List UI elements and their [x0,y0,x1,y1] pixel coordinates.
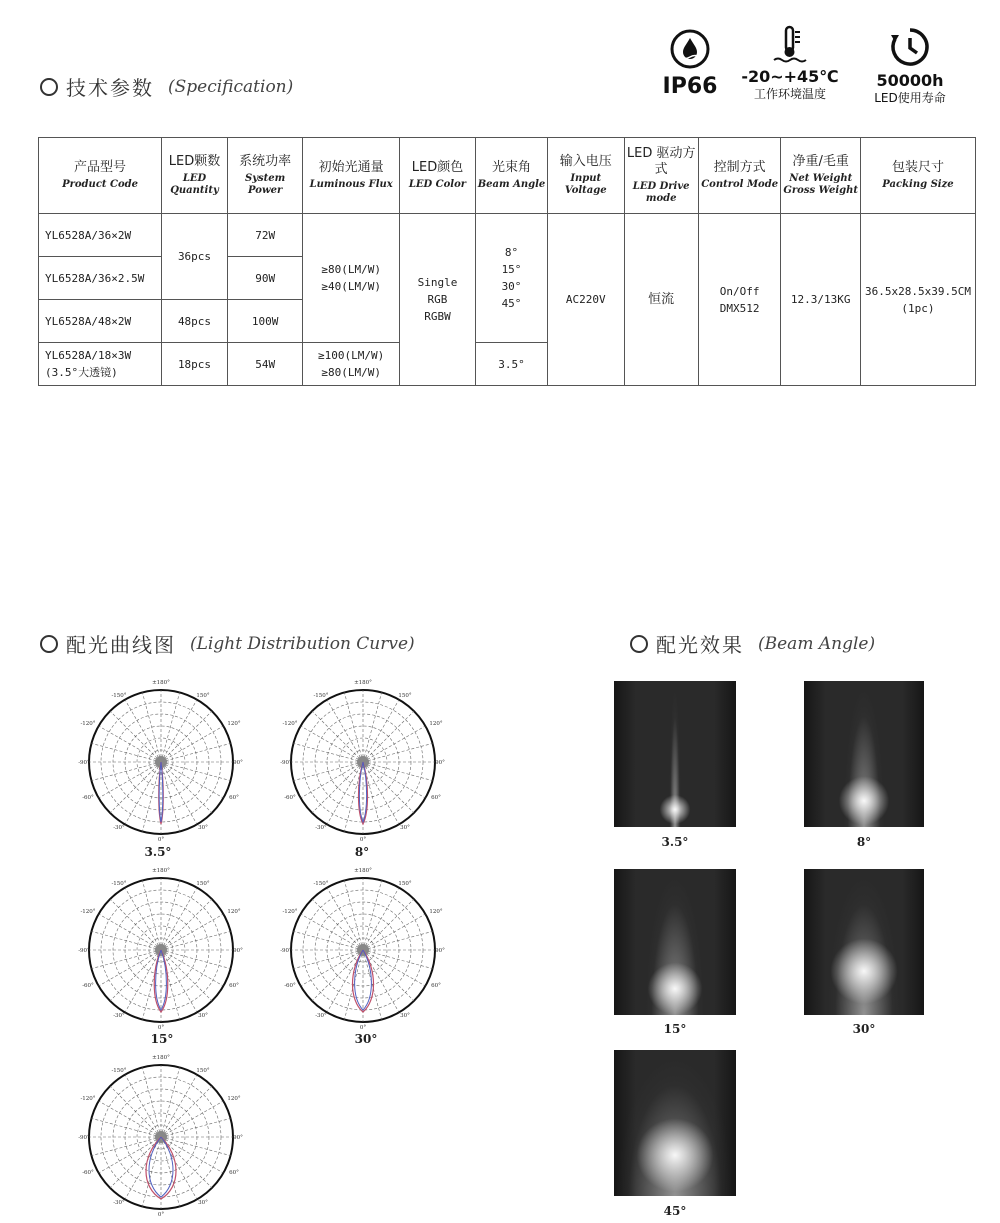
polar-chart [280,677,446,843]
qty-cell: 48pcs [162,300,228,343]
table-header: 初始光通量 Luminous Flux [303,138,400,214]
polar-tick-label: 120° [227,721,241,727]
beam-label: 3.5° [661,835,689,849]
polar-chart [78,677,244,843]
polar-label: 3.5° [144,845,172,859]
beam-title-en: (Beam Angle) [758,633,876,654]
polar-tick-label: 30° [198,1013,208,1019]
table-header: 产品型号 Product Code [39,138,162,214]
polar-tick-label: -150° [313,881,329,887]
table-row [39,214,976,257]
polar-tick-label: -150° [111,881,127,887]
polar-tick-label: 120° [429,721,443,727]
polar-label: 30° [354,1032,378,1046]
beam-photo [614,1050,736,1196]
spec-table [38,137,976,386]
polar-tick-label: -150° [111,1068,127,1074]
polar-tick-label: -120° [80,721,96,727]
temp-badge [740,24,840,102]
polar-tick-label: 120° [227,1096,241,1102]
polar-tick-label: 0° [359,837,367,843]
polar-tick-label: 60° [431,795,441,801]
spec-title-zh: 技术参数 [66,76,154,100]
water-drop-icon [669,28,711,70]
polar-tick-label: 30° [400,1013,410,1019]
life-value: 50000h [876,71,944,90]
polar-tick-label: 120° [227,909,241,915]
polar-tick-label: 150° [196,1068,210,1074]
temp-value: -20~+45℃ [741,67,839,86]
polar-tick-label: 30° [400,825,410,831]
model-cell: YL6528A/36×2.5W [39,257,162,300]
beam-cell: 3.5° [475,343,547,386]
polar-tick-label: ±180° [152,868,170,874]
beam-cell: 8° 15° 30° 45° [475,214,547,343]
polar-chart [78,1052,244,1218]
polar-tick-label: -90° [78,760,90,766]
polar-tick-label: -30° [113,825,125,831]
thermometer-icon [770,24,810,64]
beam-photo [614,869,736,1015]
polar-tick-label: 90° [435,760,445,766]
polar-tick-label: -90° [280,760,292,766]
flux-cell: ≥100(LM/W) ≥80(LM/W) [303,343,400,386]
polar-tick-label: 60° [431,983,441,989]
polar-tick-label: ±180° [354,868,372,874]
polar-tick-label: 60° [229,795,239,801]
power-cell: 100W [227,300,302,343]
circle-bullet-icon [630,635,648,653]
table-header: 控制方式 Control Mode [698,138,781,214]
power-cell: 72W [227,214,302,257]
curve-section-title [40,629,415,658]
polar-tick-label: 150° [398,693,412,699]
spec-section-title [40,72,293,101]
polar-tick-label: 150° [196,881,210,887]
table-header: LED颗数 LED Quantity [162,138,228,214]
spec-title-en: (Specification) [168,76,294,97]
polar-tick-label: -90° [78,948,90,954]
polar-label: 15° [150,1032,174,1046]
polar-tick-label: 0° [359,1025,367,1031]
polar-tick-label: 60° [229,1170,239,1176]
polar-tick-label: -120° [80,909,96,915]
beam-photo [804,681,924,827]
polar-tick-label: ±180° [354,680,372,686]
model-cell: YL6528A/36×2W [39,214,162,257]
packing-cell: 36.5x28.5x39.5CM (1pc) [860,214,975,386]
beam-title-zh: 配光效果 [656,633,744,657]
table-header: 光束角 Beam Angle [475,138,547,214]
polar-tick-label: -60° [82,983,94,989]
circle-bullet-icon [40,78,58,96]
polar-tick-label: 60° [229,983,239,989]
flux-cell: ≥80(LM/W) ≥40(LM/W) [303,214,400,343]
polar-tick-label: -90° [78,1135,90,1141]
polar-diagram [78,677,244,847]
polar-tick-label: 0° [157,1212,165,1218]
temp-label: 工作环境温度 [753,87,826,101]
power-cell: 90W [227,257,302,300]
polar-tick-label: 30° [198,1200,208,1206]
beam-section-title [630,629,875,658]
polar-tick-label: -90° [280,948,292,954]
polar-tick-label: 90° [233,760,243,766]
beam-label: 15° [663,1022,687,1036]
polar-tick-label: -120° [282,721,298,727]
model-cell: YL6528A/48×2W [39,300,162,343]
polar-chart [280,865,446,1031]
weight-cell: 12.3/13KG [781,214,860,386]
polar-tick-label: 30° [198,825,208,831]
voltage-cell: AC220V [548,214,625,386]
polar-tick-label: -30° [315,825,327,831]
circle-bullet-icon [40,635,58,653]
polar-tick-label: 120° [429,909,443,915]
qty-cell: 18pcs [162,343,228,386]
polar-tick-label: 90° [233,948,243,954]
color-cell: Single RGB RGBW [399,214,475,386]
polar-tick-label: -30° [315,1013,327,1019]
table-header: LED 驱动方式 LED Drive mode [624,138,698,214]
polar-tick-label: -30° [113,1200,125,1206]
beam-photo [614,681,736,827]
curve-title-zh: 配光曲线图 [66,633,176,657]
qty-cell: 36pcs [162,214,228,300]
ip-badge [655,28,725,100]
table-header: LED颜色 LED Color [399,138,475,214]
table-header: 净重/毛重 Net Weight Gross Weight [781,138,860,214]
polar-tick-label: -60° [284,983,296,989]
curve-title-en: (Light Distribution Curve) [190,633,415,654]
beam-label: 30° [852,1022,876,1036]
polar-diagram [78,865,244,1035]
table-header: 包装尺寸 Packing Size [860,138,975,214]
beam-label: 45° [663,1204,687,1218]
polar-tick-label: 150° [398,881,412,887]
polar-tick-label: ±180° [152,1055,170,1061]
polar-tick-label: 0° [157,837,165,843]
table-header: 系统功率 System Power [227,138,302,214]
polar-label: 8° [354,845,370,859]
polar-diagram [280,677,446,847]
beam-photo [804,869,924,1015]
polar-tick-label: -150° [313,693,329,699]
table-header: 输入电压 Input Voltage [548,138,625,214]
life-label: LED使用寿命 [874,91,946,105]
polar-tick-label: 0° [157,1025,165,1031]
life-badge [862,26,958,106]
polar-tick-label: 90° [435,948,445,954]
clock-icon [889,26,931,68]
polar-tick-label: -60° [284,795,296,801]
polar-tick-label: -60° [82,795,94,801]
polar-tick-label: -30° [113,1013,125,1019]
polar-chart [78,865,244,1031]
drive-cell: 恒流 [624,214,698,386]
polar-tick-label: -120° [282,909,298,915]
beam-label: 8° [856,835,872,849]
polar-diagram [280,865,446,1035]
polar-tick-label: ±180° [152,680,170,686]
polar-diagram [78,1052,244,1222]
control-cell: On/Off DMX512 [698,214,781,386]
table-header-row [39,138,976,214]
polar-tick-label: 150° [196,693,210,699]
power-cell: 54W [227,343,302,386]
polar-tick-label: 90° [233,1135,243,1141]
polar-tick-label: -150° [111,693,127,699]
model-cell: YL6528A/18×3W (3.5°大透镜) [39,343,162,386]
polar-tick-label: -60° [82,1170,94,1176]
polar-tick-label: -120° [80,1096,96,1102]
ip-label: IP66 [662,74,718,99]
